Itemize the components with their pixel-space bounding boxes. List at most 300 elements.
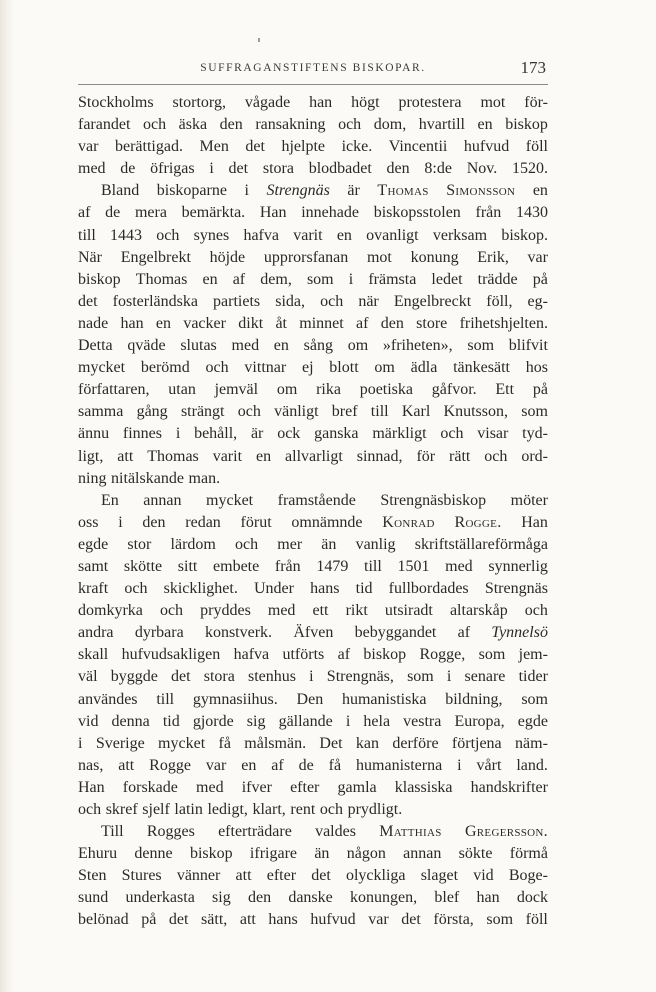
word: och — [524, 602, 548, 620]
word: vid — [473, 867, 494, 885]
word: partiets — [213, 292, 261, 310]
word: byggde — [110, 668, 158, 686]
word: synnerlig — [488, 557, 548, 575]
word: till — [364, 557, 382, 575]
word: han — [476, 889, 500, 907]
word: ädla — [410, 359, 438, 377]
word: olyckliga — [345, 867, 406, 885]
word: en — [255, 447, 272, 465]
word: embete — [213, 557, 260, 575]
word: Thomas — [147, 447, 199, 465]
word: mera — [134, 204, 167, 222]
word: slaget — [420, 867, 459, 885]
word: skriftställareförmåga — [414, 535, 548, 553]
text-line — [78, 313, 548, 335]
word: 1479 — [316, 557, 349, 575]
word: protestera — [398, 94, 462, 111]
word: som — [306, 270, 334, 288]
word: Men — [199, 138, 229, 156]
word: blott — [329, 359, 359, 377]
word: store — [416, 314, 448, 332]
word: biskop. — [501, 226, 548, 244]
word: utförts — [282, 646, 325, 664]
word: belönad — [78, 911, 129, 929]
word: hvartill — [418, 116, 465, 134]
word: konstverk. — [204, 624, 273, 642]
word: någon — [346, 845, 386, 863]
word: Under — [254, 580, 294, 598]
word: allvarligt — [285, 447, 343, 465]
word: af — [457, 624, 471, 642]
word: Ehuru — [78, 845, 118, 863]
word: af — [271, 756, 284, 774]
word: ovanligt — [366, 226, 419, 244]
word: är — [250, 425, 264, 443]
word: ifrigare — [249, 845, 297, 863]
word: Boge- — [508, 867, 548, 885]
word: egde — [78, 535, 109, 553]
word: han — [120, 314, 144, 332]
word: att — [239, 911, 256, 929]
running-head: SUFFRAGANSTIFTENS BISKOPAR. — [200, 62, 426, 74]
word: skötte — [123, 557, 163, 575]
word: för — [416, 447, 436, 465]
word: nade — [78, 314, 109, 332]
word: behåll, — [194, 425, 238, 443]
word: upprorsfanan — [263, 248, 349, 266]
text-line — [78, 689, 548, 711]
word: Strengnäs, — [326, 668, 394, 686]
word: Ett — [495, 381, 515, 399]
word: 1520. — [511, 160, 548, 178]
word: stenhus — [248, 668, 296, 686]
word: vittnar — [244, 359, 287, 377]
text-line — [78, 136, 548, 158]
word: bildning, — [445, 690, 503, 708]
word: de — [120, 160, 136, 178]
word: 1443 — [110, 226, 143, 244]
word: sökte — [458, 845, 493, 863]
word: näm- — [515, 734, 548, 752]
word: utsiradt — [384, 602, 433, 620]
word: i — [457, 756, 462, 774]
word: i — [446, 668, 452, 686]
word: varit — [293, 226, 323, 244]
word: biskop — [505, 116, 548, 134]
text-line — [78, 401, 548, 423]
word: minnet — [299, 314, 344, 332]
word: på — [532, 381, 548, 399]
word: skicklighet. — [163, 580, 238, 598]
word: Bland — [101, 182, 140, 200]
text-line — [78, 733, 548, 755]
word: som — [521, 690, 548, 708]
word: förtjena — [451, 734, 502, 752]
word: handskrifter — [470, 778, 548, 796]
word: en — [155, 314, 172, 332]
word — [465, 821, 548, 843]
word: Han — [78, 778, 105, 796]
word: mycket — [158, 734, 206, 752]
text-line — [78, 468, 548, 490]
word: mer — [277, 535, 303, 553]
word: den — [247, 889, 272, 907]
word: biskopsstolen — [373, 204, 461, 222]
small-caps-name: Gregersson. — [464, 823, 548, 841]
word: på — [532, 270, 548, 288]
text-line — [78, 622, 548, 644]
word: derföre — [392, 734, 439, 752]
text-line — [78, 291, 548, 313]
word: Karl — [401, 403, 431, 421]
word: det — [401, 911, 421, 929]
word: biskoparne — [156, 182, 227, 200]
word: om — [374, 359, 395, 377]
word: biskop — [363, 646, 407, 664]
text-line — [78, 512, 548, 534]
word: hjelpte — [281, 138, 326, 156]
word: sitt — [177, 557, 198, 575]
word: konung — [410, 248, 459, 266]
word: lärdom — [170, 535, 216, 553]
word: och — [319, 801, 343, 818]
word: »friheten», — [382, 337, 453, 355]
word: möter — [510, 491, 548, 509]
word: finnes — [122, 425, 163, 443]
word: prydligt. — [347, 801, 403, 818]
word: stortorg, — [172, 94, 226, 111]
word: stora — [203, 668, 235, 686]
word: nitälskande — [111, 469, 184, 487]
word: sig — [212, 889, 231, 907]
page-left-edge-shadow — [0, 0, 14, 992]
word: hela — [363, 712, 391, 730]
word: och — [440, 425, 464, 443]
word: gjorde — [192, 712, 234, 730]
word: det — [245, 138, 265, 156]
word: i — [345, 712, 351, 730]
word: Engelbreckt — [393, 292, 472, 310]
small-caps-name: Matthias — [379, 823, 442, 841]
word: denne — [134, 845, 173, 863]
word: forskade — [122, 778, 178, 796]
word: de — [298, 756, 314, 774]
word: föll — [525, 138, 548, 156]
body-text — [78, 92, 548, 932]
word: domkyrka — [78, 602, 143, 620]
word: ännu — [78, 425, 110, 443]
word: den — [386, 160, 410, 178]
text-line — [78, 887, 548, 909]
word: Rogge, — [419, 646, 466, 664]
word: af — [78, 204, 91, 222]
word: det — [78, 292, 98, 310]
word: berättigad. — [114, 138, 183, 156]
word: hufvudsakligen — [121, 646, 221, 664]
word: Äfven — [293, 624, 334, 642]
word: och — [124, 580, 148, 598]
word: Han — [521, 513, 548, 531]
word: ord- — [521, 447, 548, 465]
word: bemärkta. — [181, 204, 246, 222]
text-line — [78, 202, 548, 224]
word: med — [445, 557, 473, 575]
word: ej — [301, 359, 314, 377]
word: 1501 — [397, 557, 430, 575]
word: och — [338, 116, 362, 134]
small-caps-name: Rogge. — [454, 513, 502, 531]
word: stor — [127, 535, 152, 553]
word: förut — [240, 513, 272, 531]
word: gåfvor. — [431, 381, 477, 399]
word: som — [478, 646, 506, 664]
word: ning — [78, 469, 107, 487]
word: gång — [136, 403, 168, 421]
word: vårt — [476, 756, 502, 774]
word: de — [105, 204, 121, 222]
word: Till — [101, 823, 124, 841]
paper-speck — [258, 38, 260, 42]
word: klassiska — [394, 778, 453, 796]
word — [382, 512, 434, 534]
word: Engelbrekt — [120, 248, 191, 266]
word: berömd — [140, 359, 190, 377]
text-line — [78, 556, 548, 578]
word: om — [347, 337, 369, 355]
word: ransakning — [255, 116, 326, 134]
word: visar — [477, 425, 509, 443]
word: en — [202, 270, 218, 288]
word: hans — [268, 911, 298, 929]
text-line — [78, 578, 548, 600]
text-line — [78, 335, 548, 357]
word: strängt — [180, 403, 225, 421]
word: gymnasiihus. — [192, 690, 278, 708]
text-line — [78, 644, 548, 666]
word: författaren, — [78, 381, 150, 399]
word: den — [219, 116, 243, 134]
word: jem- — [518, 646, 548, 664]
word: hos — [525, 359, 548, 377]
word: Stockholms — [78, 94, 154, 111]
word: Thomas — [135, 270, 188, 288]
word: altarskåp — [449, 602, 508, 620]
text-line — [78, 357, 548, 379]
word: den — [380, 314, 404, 332]
word: gällande — [278, 712, 333, 730]
word: efter — [266, 867, 297, 885]
word: och — [78, 801, 102, 818]
word: efter — [290, 778, 320, 796]
word: blef — [434, 889, 460, 907]
word: och — [142, 116, 167, 134]
word: första, — [433, 911, 474, 929]
word: tänkesätt — [453, 359, 510, 377]
word: med — [267, 602, 296, 620]
word: var — [368, 911, 389, 929]
word: som — [467, 337, 495, 355]
word: denna — [111, 712, 150, 730]
word: användes — [78, 690, 138, 708]
text-line — [78, 247, 548, 269]
italic-place-name: Tynnelsö — [491, 624, 548, 642]
word: senare — [464, 668, 506, 686]
word: och — [156, 226, 180, 244]
word: ligt, — [78, 447, 104, 465]
word: tid — [355, 580, 373, 598]
word: Rogge — [149, 756, 191, 774]
word: och — [484, 447, 508, 465]
word: mot — [366, 248, 392, 266]
word: oss — [78, 513, 99, 531]
word: konungen, — [350, 889, 418, 907]
word: man. — [188, 469, 221, 487]
word: qväde — [127, 337, 166, 355]
word: kan — [355, 734, 379, 752]
word: vågade — [244, 94, 291, 111]
word: ett — [312, 602, 329, 620]
word: i — [175, 425, 181, 443]
word: af — [356, 314, 369, 332]
word: nas, — [78, 756, 104, 774]
word: mycket — [78, 359, 126, 377]
word: ock — [277, 425, 301, 443]
word: farandet — [78, 116, 131, 134]
small-caps-name: Thomas — [377, 182, 429, 200]
word: blodbadet — [308, 160, 372, 178]
text-line — [78, 269, 548, 291]
word: en — [336, 226, 352, 244]
word: hafva — [243, 226, 279, 244]
header-rule — [78, 84, 548, 85]
word: hufvud — [463, 138, 510, 156]
word: framstående — [277, 491, 356, 509]
word: bref — [331, 403, 358, 421]
text-line — [78, 600, 548, 622]
word: i — [209, 160, 214, 178]
word: föll, — [486, 292, 513, 310]
word: pryddes — [200, 602, 251, 620]
word: få — [328, 756, 342, 774]
word: När — [78, 248, 102, 266]
word: tid — [162, 712, 180, 730]
word: Han — [259, 204, 287, 222]
text-line — [78, 92, 548, 114]
text-line — [78, 865, 548, 887]
word: sida, — [275, 292, 306, 310]
word: dyrbara — [134, 624, 184, 642]
word: för- — [524, 94, 548, 111]
word: sund — [78, 889, 109, 907]
word: Den — [296, 690, 324, 708]
word: redan — [185, 513, 221, 531]
word: det — [311, 867, 331, 885]
word: blifvit — [508, 337, 548, 355]
word: bebyggandet — [354, 624, 437, 642]
word: ifver — [241, 778, 272, 796]
word: fosterländska — [112, 292, 198, 310]
word: omnämnde — [291, 513, 363, 531]
word: annan — [143, 491, 182, 509]
word: Detta — [78, 337, 113, 355]
word: hafva — [233, 646, 270, 664]
italic-place-name: Strengnäs — [266, 182, 330, 200]
word: eg- — [527, 292, 548, 310]
word: dem, — [260, 270, 292, 288]
word: latin — [174, 801, 203, 818]
word: till — [78, 226, 96, 244]
text-line — [78, 158, 548, 180]
word: en — [273, 337, 289, 355]
word: märkligt — [372, 425, 427, 443]
word: var — [205, 756, 227, 774]
text-line — [78, 180, 548, 202]
word: en — [241, 756, 257, 774]
word: egde — [517, 712, 548, 730]
word: är — [347, 182, 360, 200]
word: underkasta — [125, 889, 195, 907]
word: Knutsson, — [443, 403, 508, 421]
word: vestra — [403, 712, 442, 730]
word: i — [244, 182, 249, 200]
text-line — [78, 446, 548, 468]
word: Erik, — [477, 248, 509, 266]
word: och — [159, 602, 184, 620]
word: föll — [525, 911, 548, 929]
word: en — [532, 182, 548, 200]
word: verksam — [432, 226, 488, 244]
text-line — [78, 777, 548, 799]
text-line — [78, 666, 548, 688]
word: slutas — [180, 337, 217, 355]
word: än — [321, 535, 337, 553]
word: vid — [78, 712, 99, 730]
word: vacker — [183, 314, 226, 332]
word: öfrigas — [150, 160, 195, 178]
word: höjde — [209, 248, 246, 266]
text-line — [78, 755, 548, 777]
word: af — [337, 646, 351, 664]
word — [266, 180, 329, 202]
text-line — [78, 909, 548, 931]
word: trädde — [477, 270, 518, 288]
word: hans — [310, 580, 340, 598]
word: det — [168, 911, 189, 929]
word: den — [142, 513, 166, 531]
word: med — [78, 160, 106, 178]
word: En — [101, 491, 119, 509]
word: skall — [78, 646, 109, 664]
word: rikt — [345, 602, 368, 620]
word: väl — [78, 668, 98, 686]
text-line — [78, 490, 548, 512]
word: frihetshjelten. — [459, 314, 548, 332]
word: tider — [518, 668, 548, 686]
word: humanistiska — [341, 690, 427, 708]
word: ledet — [431, 270, 463, 288]
word: Stures — [121, 867, 162, 885]
word: om — [276, 381, 298, 399]
word: valdes — [315, 823, 356, 841]
word: än — [314, 845, 330, 863]
text-line — [78, 225, 548, 247]
word: till — [156, 690, 175, 708]
word: Rogges — [146, 823, 195, 841]
word: samt — [78, 557, 109, 575]
word — [491, 622, 548, 644]
word: förmå — [509, 845, 548, 863]
word: åt — [275, 314, 287, 332]
